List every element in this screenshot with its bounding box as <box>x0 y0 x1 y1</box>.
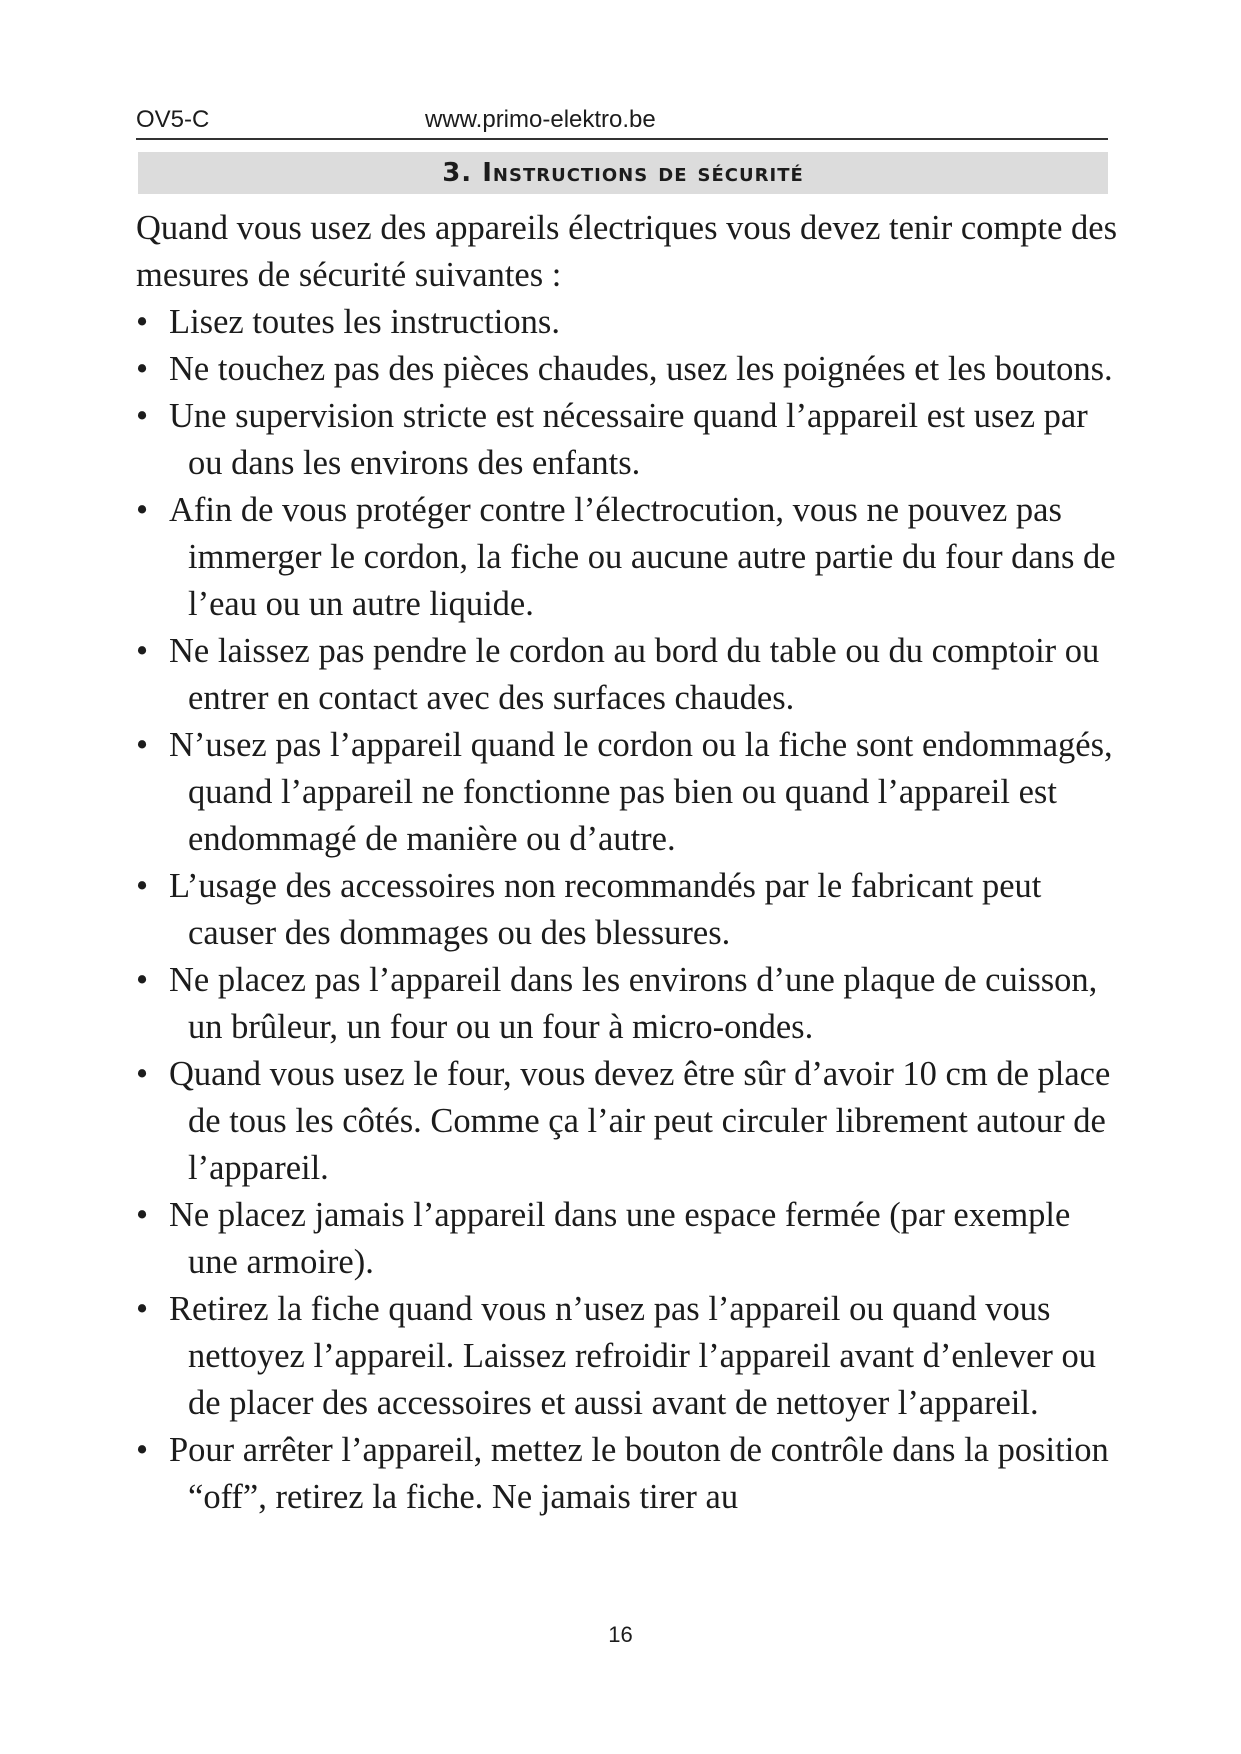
bullet-icon: • <box>136 1290 149 1328</box>
list-item-text: Une supervision stricte est nécessaire quand l’appareil est usez par ou dans les environs des enfants. <box>169 397 1088 482</box>
list-item-text: Retirez la fiche quand vous n’usez pas l’appareil ou quand vous nettoyez l’appareil. Laissez refroidir l’appareil avant d’enlever ou de placer des accessoires et aussi avant de nettoyer l’appareil. <box>169 1290 1097 1422</box>
bullet-icon: • <box>136 867 149 905</box>
list-item-text: Lisez toutes les instructions. <box>169 303 560 341</box>
safety-instructions <box>136 205 1126 1521</box>
list-item <box>136 863 1126 957</box>
list-item <box>136 628 1126 722</box>
bullet-icon: • <box>136 491 149 529</box>
bullet-list <box>136 299 1126 1521</box>
model-number: OV5-C <box>136 106 210 133</box>
list-item-text: Quand vous usez le four, vous devez être sûr d’avoir 10 cm de place de tous les côtés. Comme ça l’air peut circuler librement autour de l’appareil. <box>169 1055 1111 1187</box>
list-item-text: N’usez pas l’appareil quand le cordon ou la fiche sont endommagés, quand l’appareil ne fonctionne pas bien ou quand l’appareil est endommagé de manière ou d’autre. <box>169 726 1113 858</box>
list-item <box>136 346 1126 393</box>
list-item <box>136 957 1126 1051</box>
list-item-text: Pour arrêter l’appareil, mettez le bouton de contrôle dans la position “off”, retirez la fiche. Ne jamais tirer au <box>169 1431 1109 1516</box>
list-item <box>136 1192 1126 1286</box>
list-item <box>136 722 1126 863</box>
page-number: 16 <box>608 1622 633 1647</box>
bullet-icon: • <box>136 303 149 341</box>
list-item-text: Ne laissez pas pendre le cordon au bord du table ou du comptoir ou entrer en contact avec des surfaces chaudes. <box>169 632 1100 717</box>
list-item <box>136 1051 1126 1192</box>
website-url: www.primo-elektro.be <box>425 106 656 133</box>
list-item-text: Ne touchez pas des pièces chaudes, usez les poignées et les boutons. <box>169 350 1113 388</box>
list-item <box>136 487 1126 628</box>
intro-paragraph: Quand vous usez des appareils électriques vous devez tenir compte des mesures de sécurité suivantes : <box>136 209 1118 294</box>
list-item-text: Afin de vous protéger contre l’électrocution, vous ne pouvez pas immerger le cordon, la fiche ou aucune autre partie du four dans de l’eau ou un autre liquide. <box>169 491 1116 623</box>
bullet-icon: • <box>136 397 149 435</box>
list-item <box>136 393 1126 487</box>
list-item <box>136 1427 1126 1521</box>
list-item-text: L’usage des accessoires non recommandés par le fabricant peut causer des dommages ou des blessures. <box>169 867 1042 952</box>
page-header <box>136 104 1108 140</box>
list-item <box>136 299 1126 346</box>
section-title: 3. Instructions de sécurité <box>138 152 1108 194</box>
bullet-icon: • <box>136 632 149 670</box>
list-item <box>136 1286 1126 1427</box>
bullet-icon: • <box>136 350 149 388</box>
bullet-icon: • <box>136 961 149 999</box>
bullet-icon: • <box>136 1055 149 1093</box>
bullet-icon: • <box>136 1431 149 1469</box>
list-item-text: Ne placez jamais l’appareil dans une espace fermée (par exemple une armoire). <box>169 1196 1071 1281</box>
bullet-icon: • <box>136 1196 149 1234</box>
bullet-icon: • <box>136 726 149 764</box>
list-item-text: Ne placez pas l’appareil dans les environs d’une plaque de cuisson, un brûleur, un four ou un four à micro-ondes. <box>169 961 1098 1046</box>
